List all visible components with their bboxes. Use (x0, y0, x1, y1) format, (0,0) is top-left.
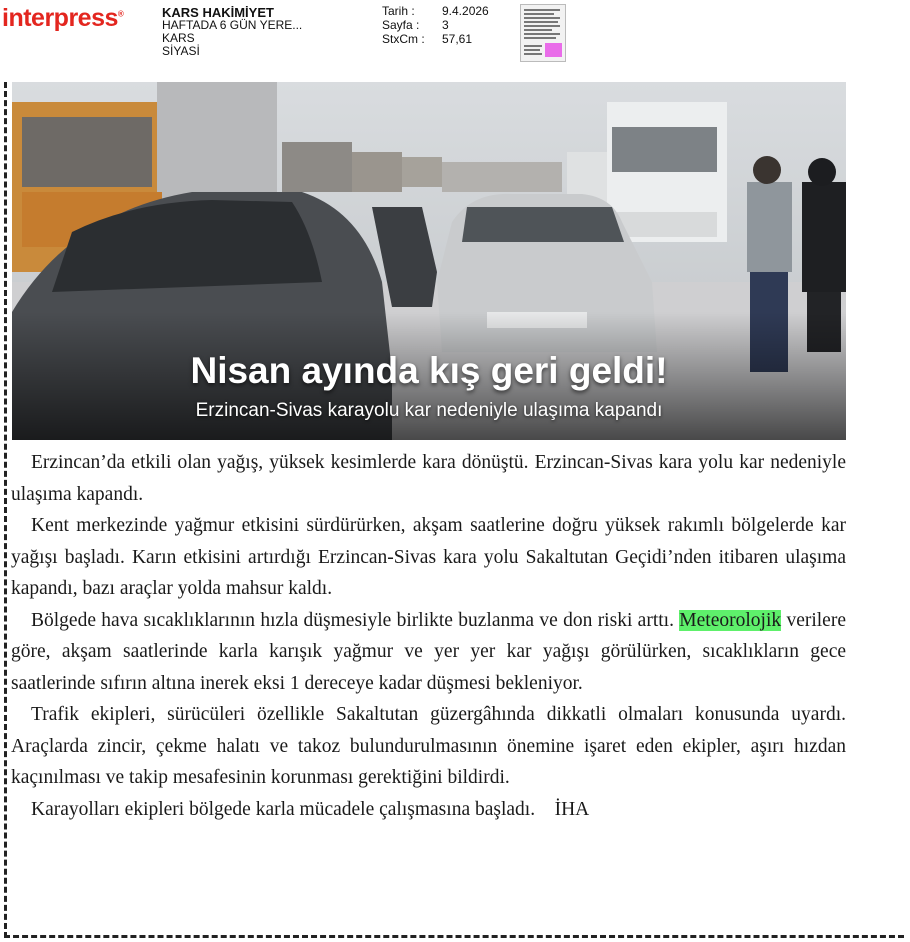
publication-info (162, 6, 302, 58)
thumbnail-highlight-marker (545, 43, 562, 57)
photo-subheadline: Erzincan-Sivas karayolu kar nedeniyle ulaşıma kapandı (195, 400, 663, 421)
interpress-logo: interpress® (2, 4, 124, 32)
meta-row-page: Sayfa : 3 (382, 18, 449, 32)
meta-row-date: Tarih : 9.4.2026 (382, 4, 489, 18)
meta-row-stxcm: StxCm : 57,61 (382, 32, 473, 46)
paragraph-5: Karayolları ekipleri bölgede karla mücadele çalışmasına başladı. İHA (31, 798, 590, 820)
article-title-short: HAFTADA 6 GÜN YERE... (162, 18, 303, 32)
paragraph-1: Erzincan’da etkili olan yağış, yüksek kesimlerde kara dönüştü. Erzincan-Sivas kara yolu kar nedeniyle ulaşıma kapandı. (11, 452, 846, 505)
paragraph-2: Kent merkezinde yağmur etkisini sürdürürken, akşam saatlerine doğru yüksek rakımlı bölgelerde kar yağışı başladı. Karın etkisini artırdığı Erzincan-Sivas kara yolu Sakaltutan Geçidi’nden itibaren ulaşıma kapandı, bazı araçlar yolda mahsur kaldı. (11, 515, 846, 599)
publication-name: KARS HAKİMİYET (162, 5, 274, 20)
highlighted-keyword: Meteorolojik (679, 609, 782, 631)
paragraph-3: Bölgede hava sıcaklıklarının hızla düşmesiyle birlikte buzlanma ve don riski arttı. Meteorolojik verilere göre, akşam saatlerinde karla karışık yağmur ve yer yer kar yağışı görülürken, sıcaklıkların gece saatlerinde sıfırın altına inerek eksi 1 dereceye kadar düşmesi bekleniyor. (11, 609, 846, 694)
photo-headline: Nisan ayında kış geri geldi! (190, 350, 668, 391)
article-body (11, 447, 846, 825)
news-photo (12, 82, 846, 440)
clipping-meta (382, 4, 489, 46)
paragraph-4: Trafik ekipleri, sürücüleri özellikle Sakaltutan güzergâhında dikkatli olmaları konusunda uyardı. Araçlarda zincir, çekme halatı ve takoz bulundurulmasının önemine işaret eden ekipler, aşırı hızdan kaçınılması ve takip mesafesinin korunması gerektiğini bildirdi. (11, 704, 846, 788)
page-thumbnail[interactable] (520, 4, 566, 62)
city: KARS (162, 31, 195, 45)
news-agency-source: İHA (554, 798, 590, 820)
category: SİYASİ (162, 44, 200, 58)
